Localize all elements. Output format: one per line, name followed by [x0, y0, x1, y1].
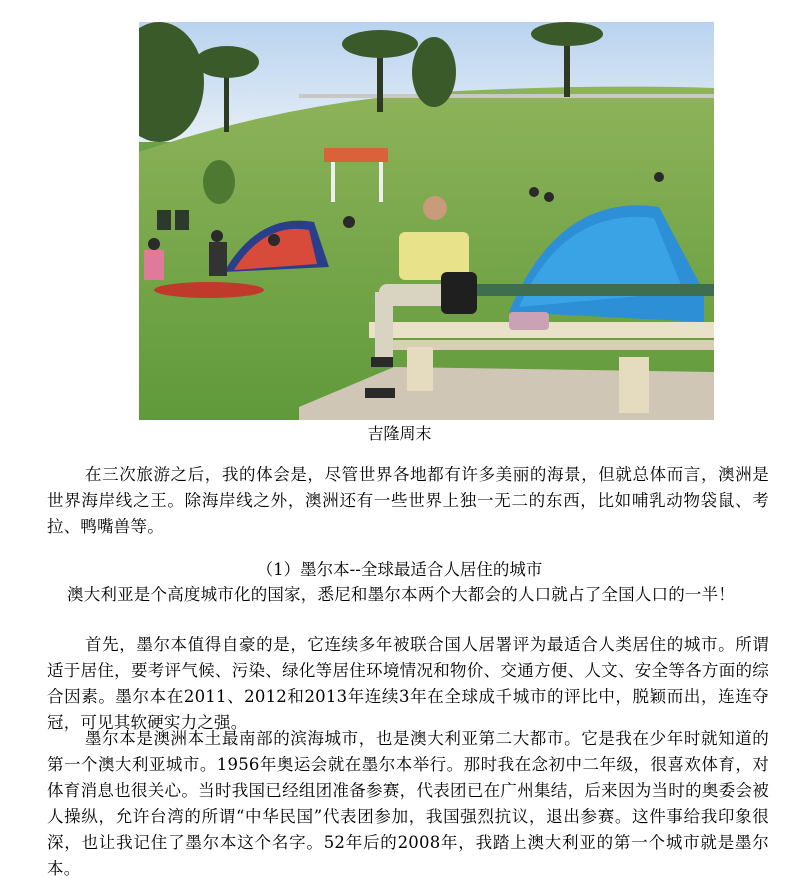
section-heading: （1）墨尔本--全球最适合人居住的城市: [256, 560, 543, 579]
park-photo: [139, 22, 714, 420]
history-paragraph: 墨尔本是澳洲本土最南部的滨海城市，也是澳大利亚第二大都市。它是我在少年时就知道的第一个澳大利亚城市。1956年奥运会就在墨尔本举行。那时我在念初中二年级，很喜欢体育，对体育消息也很关心。当时我国已经组团准备参赛，代表团已在广州集结，后来因为当时的奥委会被人操纵，允许台湾的所谓“中华民国”代表团参加，我国强烈抗议，退出参赛。这件事给我印象很深，也让我记住了墨尔本这个名字。52年后的2008年，我踏上澳大利亚的第一个城市就是墨尔本。: [47, 729, 769, 878]
photo-caption: 吉隆周末: [367, 424, 432, 443]
intro-paragraph: 在三次旅游之后，我的体会是，尽管世界各地都有许多美丽的海景，但就总体而言，澳洲是世界海岸线之王。除海岸线之外，澳洲还有一些世界上独一无二的东西，比如哺乳动物袋鼠、考拉、鸭嘴兽等。: [47, 465, 769, 536]
livability-paragraph: 首先，墨尔本值得自豪的是，它连续多年被联合国人居署评为最适合人类居住的城市。所谓适于居住，要考评气候、污染、绿化等居住环境情况和物价、交通方便、人文、安全等各方面的综合因素。墨尔本在2011、2012和2013年连续3年在全球成千城市的评比中，脱颖而出，连连夺冠，可见其软硬实力之强。: [47, 635, 769, 732]
urbanization-paragraph: 澳大利亚是个高度城市化的国家，悉尼和墨尔本两个大都会的人口就占了全国人口的一半！: [67, 585, 735, 604]
